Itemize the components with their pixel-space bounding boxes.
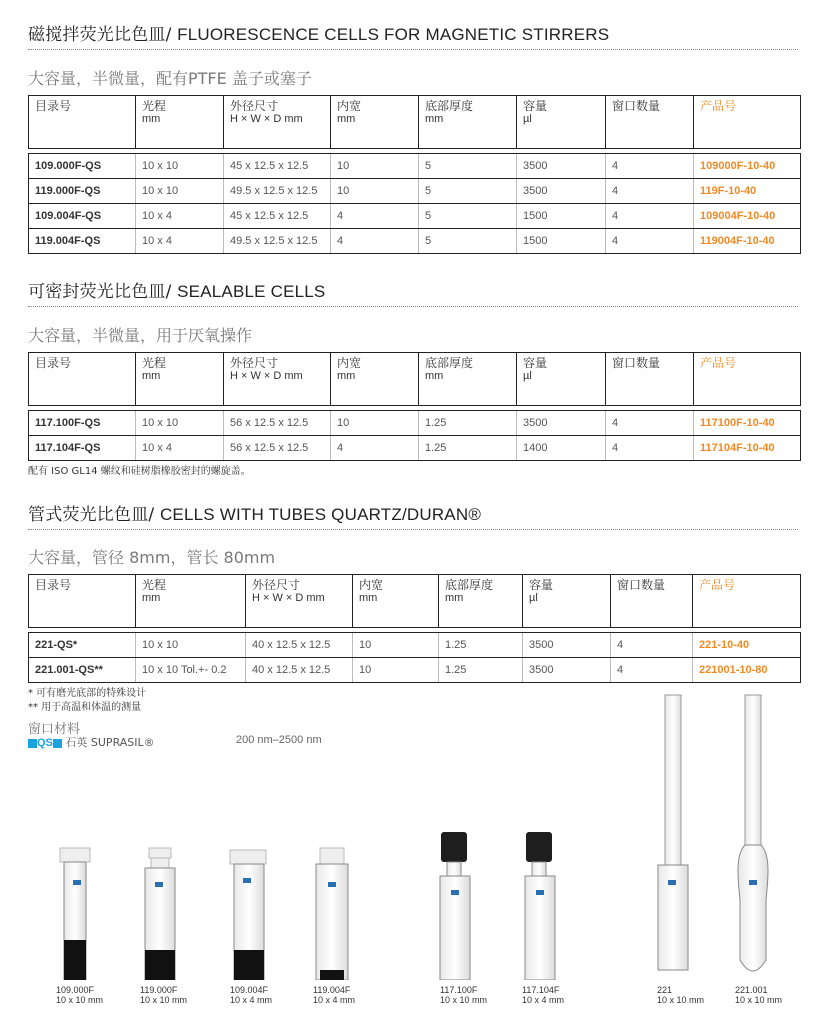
col-header-base-thickness: 底部厚度 mm: [439, 575, 523, 628]
section-title-magnetic: [28, 20, 798, 50]
product-caption: 119.000F 10 x 10 mm: [140, 985, 188, 1005]
footnote: * 可有磨光底部的特殊设计: [28, 688, 147, 699]
col-header-dimensions: 外径尺寸 H × W × D mm: [224, 353, 331, 406]
table-row: 119.004F-QS 10 x 4 49.5 x 12.5 x 12.5 4 5 1500 4 119004F-10-40: [29, 229, 801, 254]
col-header-path: 光程 mm: [136, 353, 224, 406]
product-caption: 117.104F 10 x 4 mm: [522, 985, 565, 1005]
window-material-label: 窗口材料: [28, 722, 81, 737]
col-header-volume: 容量 µl: [517, 96, 606, 149]
col-header-windows: 窗口数量: [611, 575, 693, 628]
col-header-base-thickness: 底部厚度 mm: [419, 353, 517, 406]
section-subtitle: 大容量，半微量，配有PTFE 盖子或塞子: [28, 69, 312, 88]
table-row: 117.104F-QS 10 x 4 56 x 12.5 x 12.5 4 1.25 1400 4 117104F-10-40: [29, 436, 801, 461]
product-caption: 117.100F 10 x 10 mm: [440, 985, 488, 1005]
col-header-volume: 容量 µl: [523, 575, 611, 628]
cuvette-221: [658, 695, 688, 970]
section-title-cn: 磁搅拌荧光比色皿/: [28, 25, 172, 45]
table-row: 221.001-QS** 10 x 10 Tol.+- 0.2 40 x 12.5 x 12.5 10 1.25 3500 4 221001-10-80: [29, 658, 801, 683]
col-header-catalog: 目录号: [29, 575, 136, 628]
section-title-en: SEALABLE CELLS: [177, 282, 326, 301]
col-header-path: 光程 mm: [136, 96, 224, 149]
cuvette-109-004f: [230, 850, 266, 980]
material-code: QS: [37, 737, 53, 749]
footnote: ** 用于高温和体温的测量: [28, 702, 142, 713]
cuvette-117-104f: [525, 832, 555, 980]
section-subtitle: 大容量，管径 8mm，管长 80mm: [28, 548, 276, 567]
product-caption: 109.004F 10 x 4 mm: [230, 985, 273, 1005]
product-caption: 221.001 10 x 10 mm: [735, 985, 783, 1005]
cuvette-119-000f: [145, 848, 175, 980]
col-header-catalog: 目录号: [29, 96, 136, 149]
col-header-product-no: 产品号: [694, 353, 801, 406]
section-title-tubes: [28, 500, 798, 530]
product-caption: 221 10 x 10 mm: [657, 985, 705, 1005]
section-subtitle: 大容量，半微量，用于厌氧操作: [28, 326, 253, 345]
cuvette-109-000f: [60, 848, 90, 980]
table-row: 119.000F-QS 10 x 10 49.5 x 12.5 x 12.5 10 5 3500 4 119F-10-40: [29, 179, 801, 204]
spec-table-sealable: [28, 352, 801, 461]
col-header-product-no: 产品号: [694, 96, 801, 149]
col-header-dimensions: 外径尺寸 H × W × D mm: [246, 575, 353, 628]
cuvette-119-004f: [316, 848, 348, 980]
section-title-cn: 管式荧光比色皿/: [28, 505, 155, 525]
section-title-cn: 可密封荧光比色皿/: [28, 282, 172, 302]
table-row: 117.100F-QS 10 x 10 56 x 12.5 x 12.5 10 1.25 3500 4 117100F-10-40: [29, 411, 801, 436]
table-row: 109.000F-QS 10 x 10 45 x 12.5 x 12.5 10 5 3500 4 109000F-10-40: [29, 154, 801, 179]
sealable-note: 配有 ISO GL14 螺纹和硅树脂橡胶密封的螺旋盖。: [28, 466, 251, 477]
col-header-catalog: 目录号: [29, 353, 136, 406]
col-header-dimensions: 外径尺寸 H × W × D mm: [224, 96, 331, 149]
cuvette-117-100f: [440, 832, 470, 980]
product-caption: 109.000F 10 x 10 mm: [56, 985, 104, 1005]
section-title-sealable: [28, 277, 798, 307]
cuvette-photos: [0, 690, 823, 980]
col-header-windows: 窗口数量: [606, 96, 694, 149]
table-row: 221-QS* 10 x 10 40 x 12.5 x 12.5 10 1.25 3500 4 221-10-40: [29, 633, 801, 658]
section-title-en: CELLS WITH TUBES QUARTZ/DURAN®: [159, 505, 482, 524]
product-caption: 119.004F 10 x 4 mm: [313, 985, 356, 1005]
section-title-en: FLUORESCENCE CELLS FOR MAGNETIC STIRRERS: [177, 25, 610, 44]
table-row: 109.004F-QS 10 x 4 45 x 12.5 x 12.5 4 5 1500 4 109004F-10-40: [29, 204, 801, 229]
col-header-volume: 容量 µl: [517, 353, 606, 406]
cuvette-221-001: [738, 695, 768, 971]
col-header-inner-width: 内宽 mm: [331, 96, 419, 149]
col-header-windows: 窗口数量: [606, 353, 694, 406]
spec-table-tubes: [28, 574, 801, 683]
material-range: 200 nm–2500 nm: [236, 734, 322, 746]
material-name: 石英 SUPRASIL®: [65, 736, 155, 749]
col-header-path: 光程 mm: [136, 575, 246, 628]
col-header-base-thickness: 底部厚度 mm: [419, 96, 517, 149]
col-header-inner-width: 内宽 mm: [353, 575, 439, 628]
spec-table-magnetic: [28, 95, 801, 254]
col-header-product-no: 产品号: [693, 575, 801, 628]
col-header-inner-width: 内宽 mm: [331, 353, 419, 406]
